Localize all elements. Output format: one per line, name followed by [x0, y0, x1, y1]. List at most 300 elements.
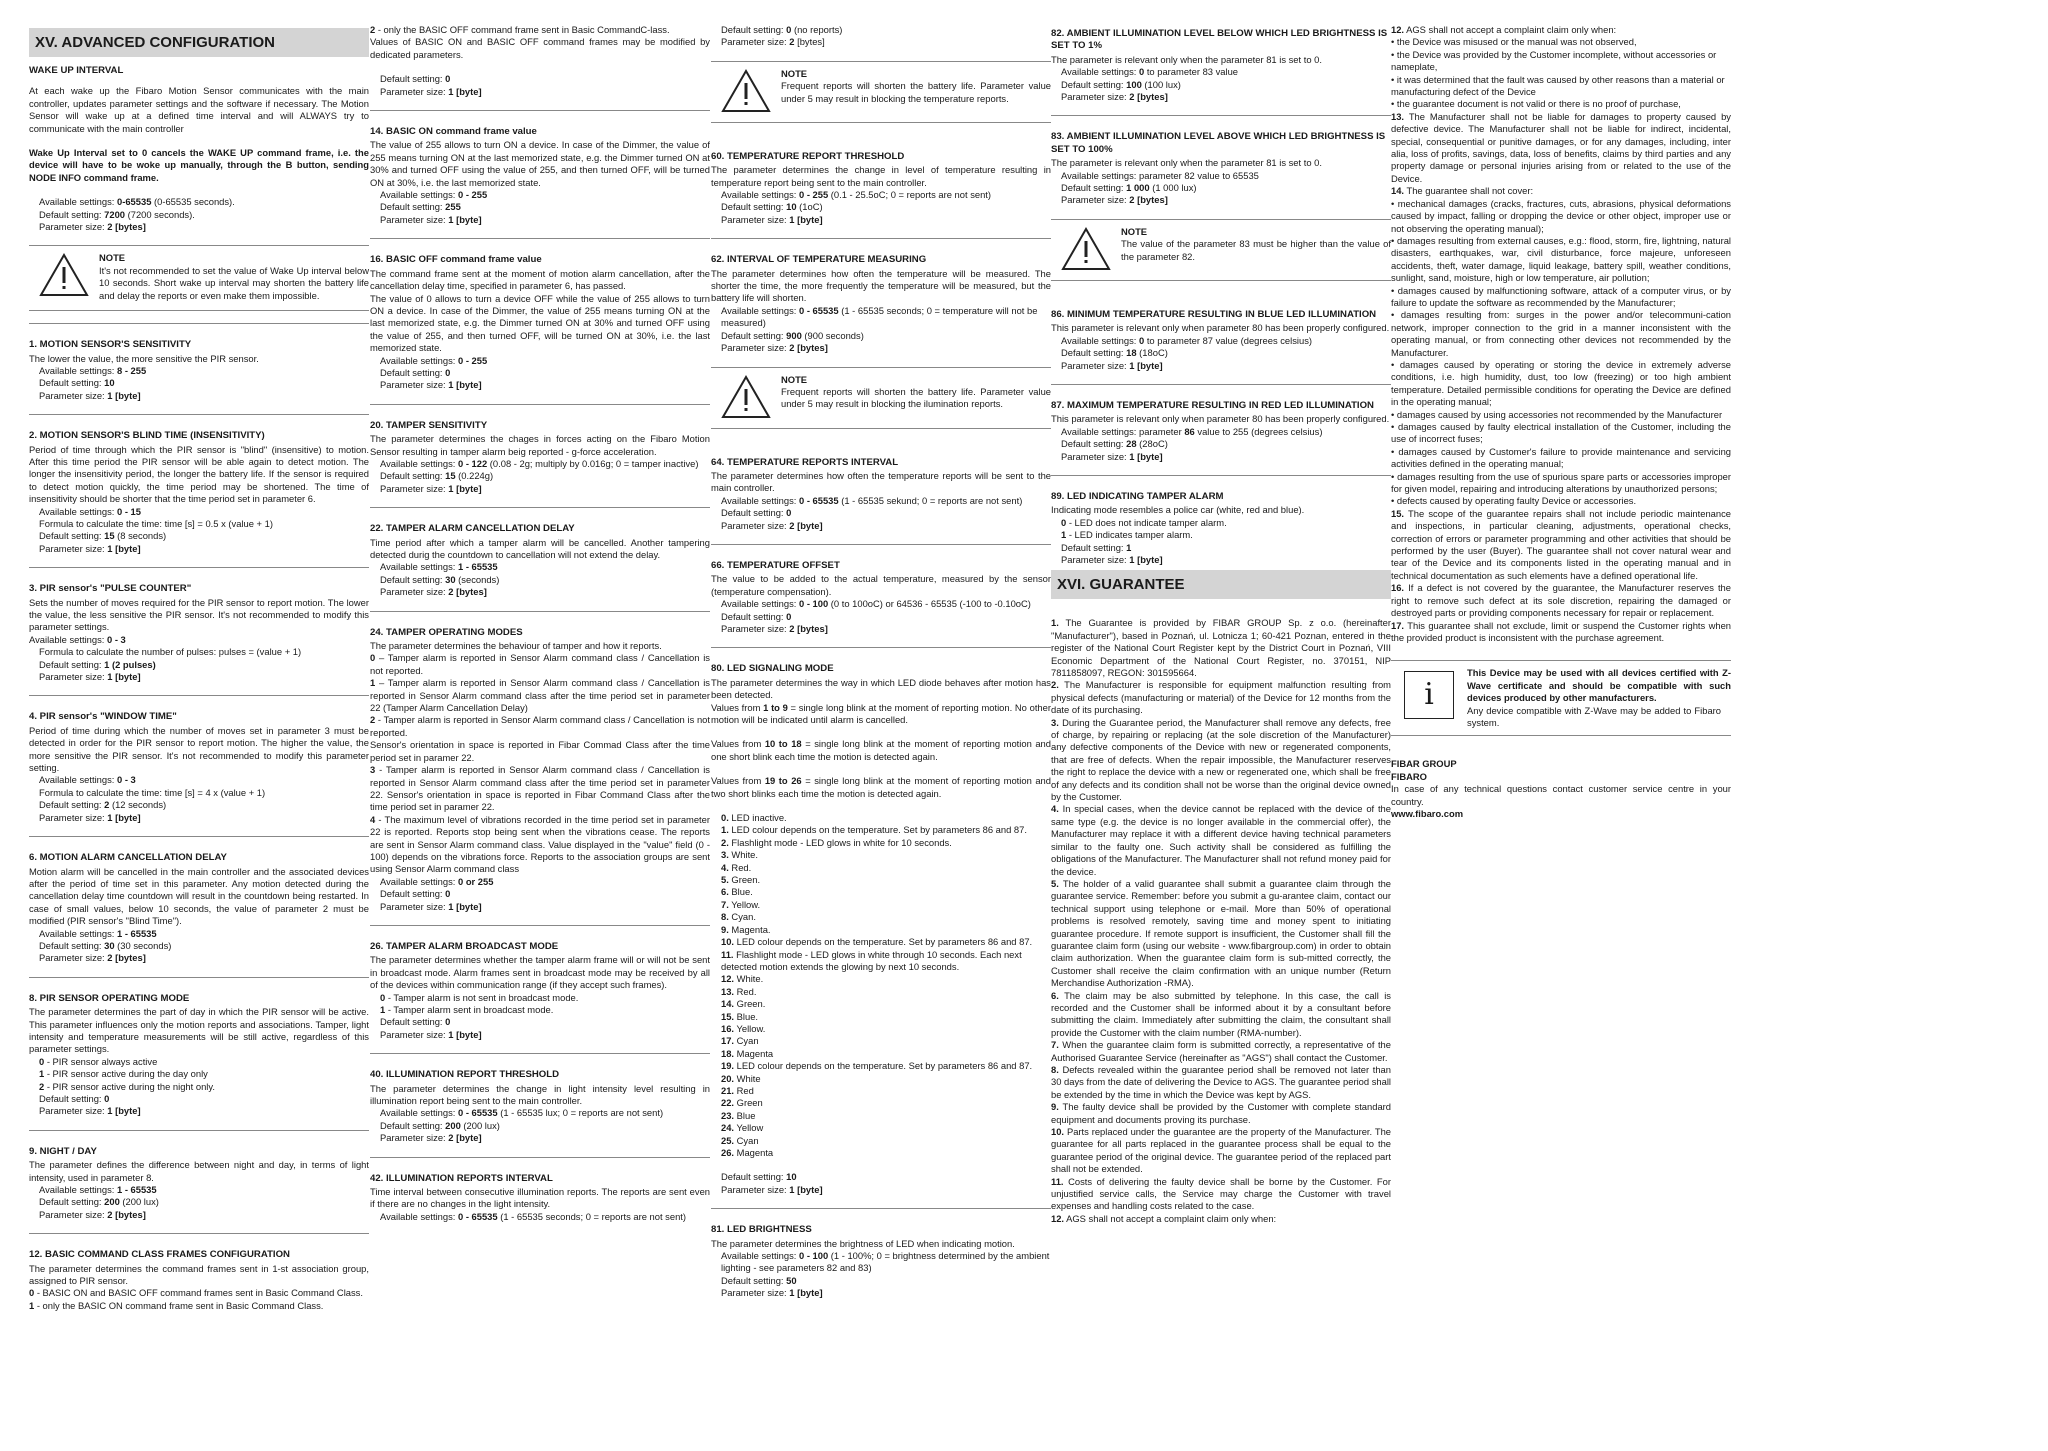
text-rest: Yellow.	[734, 1022, 766, 1034]
value: 7.	[721, 898, 729, 910]
text: Default setting:	[39, 1196, 105, 1208]
parameter-line	[29, 506, 369, 518]
parameter-line	[370, 1132, 710, 1144]
parameter-line	[370, 652, 710, 677]
column-1	[29, 24, 369, 1312]
parameter-line	[711, 189, 1051, 201]
parameter-line	[711, 702, 1051, 727]
value: 10	[104, 377, 115, 389]
text-rest: The Guarantee is provided by FIBAR GROUP Sp. z o.o. (hereinafter "Manufacturer"), based in Poznań, ul. Lotnicza 1; 60-421 Poznan, entered in the register of the National Court Register kept by the District Court in Poznań, VIII Economic Department of the National Court Register, no. 370151, NIP 7811858097, REGON: 301595664.	[1051, 617, 1391, 678]
value: 0 - 100	[799, 1250, 829, 1262]
text: The parameter defines the difference between night and day, in terms of light intensity, used in parameter 8.	[29, 1159, 369, 1183]
parameter-line	[711, 849, 1051, 861]
value: 2	[104, 799, 110, 811]
text: Default setting:	[380, 888, 446, 900]
parameter-line	[711, 936, 1051, 948]
text: Values from	[711, 701, 764, 713]
text: Parameter size:	[380, 586, 449, 598]
value: 0	[370, 652, 376, 664]
value: 0 - 65535	[799, 494, 839, 506]
parameter-title: 62. INTERVAL OF TEMPERATURE MEASURING	[711, 254, 927, 266]
text: Default setting:	[380, 1016, 446, 1028]
parameter-line	[29, 1068, 369, 1080]
parameter-line	[711, 1147, 1051, 1159]
parameter-line	[1051, 542, 1391, 554]
text: Parameter size:	[380, 482, 449, 494]
parameter-section	[370, 1157, 710, 1224]
text: Default setting:	[380, 201, 446, 213]
value: 1 [byte]	[107, 811, 141, 823]
value: 0 - 65535	[799, 304, 839, 316]
value: 1	[370, 677, 376, 689]
text: Parameter size:	[39, 952, 108, 964]
text: • damages caused by faulty electrical installation of the Customer, including the use of incorrect fuses;	[1391, 421, 1731, 445]
text: This parameter is relevant only when parameter 80 has been properly configured.	[1051, 322, 1390, 334]
parameter-section	[29, 323, 369, 402]
text: Parameter size:	[721, 519, 790, 531]
value: 14.	[721, 998, 735, 1010]
text-rest: When the guarantee claim form is submitted correctly, a representative of the Authorised Guarantee Service (hereinafter as "AGS") shall contact the Customer.	[1051, 1039, 1391, 1063]
value: 2 [bytes]	[789, 622, 828, 634]
text-rest: Red.	[728, 861, 752, 873]
parameter-title: 3. PIR sensor's "PULSE COUNTER"	[29, 583, 192, 595]
text-rest: The guarantee shall not cover:	[1404, 185, 1534, 197]
text: Parameter size:	[721, 342, 790, 354]
parameter-line	[711, 520, 1051, 532]
text: • the Device was misused or the manual was not observed,	[1391, 36, 1637, 48]
parameter-line	[711, 973, 1051, 985]
paragraph	[1051, 990, 1391, 1040]
text: Values from	[711, 738, 765, 750]
value: 1 to 9	[763, 701, 788, 713]
text-rest: to parameter 87 value (degrees celsius)	[1144, 334, 1313, 346]
text: Parameter size:	[1061, 450, 1130, 462]
parameter-section	[1051, 24, 1391, 103]
parameter-line	[370, 764, 710, 814]
text-rest: - Tamper alarm sent in broadcast mode.	[385, 1004, 554, 1015]
parameter-title: 8. PIR SENSOR OPERATING MODE	[29, 992, 190, 1004]
value: 2.	[721, 836, 729, 848]
text-rest: Magenta	[734, 1047, 774, 1059]
value: 1 [byte]	[448, 1028, 482, 1040]
parameter-line	[29, 799, 369, 811]
parameter-line	[711, 1287, 1051, 1299]
text: Available settings:	[721, 189, 799, 201]
parameter-line	[29, 634, 369, 646]
text: Formula to calculate the time: time [s] = 4 x (value + 1)	[39, 786, 266, 798]
parameter-line	[711, 1035, 1051, 1047]
text-rest: - PIR sensor active during the night only.	[44, 1080, 215, 1092]
text-rest: The claim may be also submitted by telephone. In this case, the call is recorded and the Customer shall be informed about it by a consultant before submitting the claim. Immediately after submitting the claim, the consultant shall provide the Customer with the claim number (RMA-number).	[1051, 989, 1391, 1038]
parameter-line	[1051, 194, 1391, 206]
info-bold: This Device may be used with all devices certified with Z-Wave certificate and should be compatible with such devices produced by other manufacturers.	[1467, 667, 1731, 704]
paragraph	[1391, 359, 1731, 409]
column-4	[1051, 24, 1391, 1225]
text-rest: Blue.	[734, 1010, 759, 1022]
text-rest: LED colour depends on the temperature. Set by parameters 86 and 87.	[728, 824, 1027, 836]
spacer	[1051, 605, 1391, 617]
text: Default setting:	[1061, 347, 1127, 359]
text: Parameter size:	[380, 900, 449, 912]
parameter-line	[29, 518, 369, 530]
parameter-line	[370, 561, 710, 573]
paragraph	[1391, 495, 1731, 507]
parameter-line	[29, 812, 369, 824]
text: nameplate,	[1391, 61, 1438, 73]
text: Available settings:	[39, 927, 117, 939]
text: Default setting:	[721, 1171, 787, 1183]
text: The parameter is relevant only when the parameter 81 is set to 0.	[1051, 53, 1322, 65]
note-body	[1121, 226, 1391, 272]
value: 18	[1126, 347, 1137, 359]
text: Default setting:	[39, 377, 105, 389]
paragraph	[1391, 24, 1731, 36]
spacer	[29, 135, 369, 147]
value: 200	[445, 1119, 461, 1131]
spacer	[711, 726, 1051, 738]
note-icon-wrap	[711, 374, 781, 420]
parameter-line	[1051, 413, 1391, 425]
value: 10	[786, 201, 797, 213]
value: 1 [byte]	[107, 542, 141, 554]
text: Parameter size:	[39, 221, 108, 233]
spacer	[370, 61, 710, 73]
text: Available settings:	[29, 633, 107, 645]
text: Available settings:	[721, 304, 799, 316]
parameter-line	[1051, 504, 1391, 516]
text: Default setting:	[39, 799, 105, 811]
text: Available settings:	[1061, 66, 1139, 78]
text-rest: – Tamper alarm is reported in Sensor Alarm command class / Cancellation is not reported.	[370, 652, 710, 676]
warning-icon	[38, 252, 90, 298]
parameter-section	[1051, 293, 1391, 372]
warning-icon	[720, 68, 772, 114]
parameter-line	[1051, 335, 1391, 347]
parameter-line	[370, 139, 710, 189]
paragraph	[1391, 309, 1731, 359]
text: Indicating mode resembles a police car (white, red and blue).	[1051, 504, 1305, 516]
parameter-line	[370, 1211, 710, 1223]
value: 1	[380, 1004, 386, 1015]
text: The value to be added to the actual temperature, measured by the sensor (temperature compensation).	[711, 573, 1051, 597]
text-rest: Yellow.	[728, 898, 761, 910]
text-rest: (28oC)	[1136, 438, 1168, 450]
value: 9.	[1051, 1101, 1059, 1113]
info-icon: i	[1404, 671, 1454, 719]
value: 15	[445, 470, 456, 482]
value: 4	[370, 813, 376, 825]
parameter-section	[711, 135, 1051, 226]
parameter-line	[711, 924, 1051, 936]
parameter-line	[711, 598, 1051, 610]
parameter-line	[370, 355, 710, 367]
value: 19.	[721, 1060, 735, 1072]
parameter-line	[711, 1250, 1051, 1275]
value: 1 [byte]	[107, 389, 141, 401]
value: 1 - 65535	[458, 561, 498, 573]
parameter-line	[370, 483, 710, 495]
text-rest: White	[734, 1072, 761, 1084]
value: 1 [byte]	[107, 671, 141, 683]
text: • mechanical damages (cracks, fractures, cuts, abrasions, physical deformations caused by impact, falling or dropping the device or other object, improper use or not observing the operating manual);	[1391, 197, 1731, 234]
paragraph	[1051, 1213, 1391, 1225]
note-title: NOTE	[99, 252, 126, 264]
parameter-section	[29, 567, 369, 683]
value: 2	[789, 36, 795, 48]
paragraph	[1391, 36, 1731, 48]
parameter-line	[711, 775, 1051, 800]
parameter-line	[29, 365, 369, 377]
parameter-line	[1051, 438, 1391, 450]
parameter-title: 16. BASIC OFF command frame value	[370, 254, 542, 266]
text-rest: (7200 seconds).	[125, 208, 195, 220]
paragraph	[1391, 783, 1731, 808]
parameter-line	[711, 214, 1051, 226]
text: • defects caused by operating faulty Device or accessories.	[1391, 495, 1637, 507]
text: Formula to calculate the time: time [s] = 0.5 x (value + 1)	[39, 517, 273, 529]
parameter-line	[370, 739, 710, 764]
value: 200	[104, 1196, 120, 1208]
text: Sets the number of moves required for the PIR sensor to report motion. The lower the value, the less sensitive the PIR sensor. It's not recommended to modify this parameter settings.	[29, 596, 369, 633]
text: The parameter determines whether the tamper alarm frame will or will not be sent in broadcast mode. Alarm frames sent in broadcast mode may be received by all of the devices within communication range (if they accept such frames).	[370, 954, 710, 991]
value: 13.	[1391, 110, 1405, 122]
text-rest: (0.1 - 25.5oC; 0 = reports are not sent)	[828, 189, 992, 201]
note-text: It's not recommended to set the value of Wake Up interval below 10 seconds. Short wake up interval may shorten the battery life and delay the reports or even make them impossible.	[99, 264, 369, 301]
text-rest: (18oC)	[1136, 347, 1168, 359]
parameter-title: 4. PIR sensor's "WINDOW TIME"	[29, 711, 177, 723]
value: 19 to 26	[764, 775, 802, 787]
parameter-section	[370, 611, 710, 913]
text: Available settings:	[380, 189, 458, 201]
text-rest: This guarantee shall not exclude, limit or suspend the Customer rights when the provided product is inconsistent with the purchase agreement.	[1391, 619, 1731, 643]
parameter-line	[1051, 347, 1391, 359]
parameter-line	[370, 1016, 710, 1028]
value: 2 [byte]	[789, 519, 823, 531]
parameter-line	[370, 1107, 710, 1119]
text-rest: LED colour depends on the temperature. Set by parameters 86 and 87.	[734, 1060, 1033, 1072]
value: 1 - 65535	[117, 927, 157, 939]
parameter-line	[29, 866, 369, 928]
value: 10.	[721, 936, 735, 948]
parameter-line	[1051, 66, 1391, 78]
paragraph	[1391, 471, 1731, 496]
parameter-line	[370, 367, 710, 379]
text: In case of any technical questions contact customer service centre in your country.	[1391, 783, 1731, 807]
value: 8 - 255	[117, 364, 147, 376]
parameter-title: 80. LED SIGNALING MODE	[711, 663, 834, 675]
text-rest: Magenta.	[728, 923, 771, 935]
column-5	[1391, 24, 1731, 820]
paragraph: www.fibaro.com	[1391, 807, 1464, 819]
parameter-line	[370, 1083, 710, 1108]
parameter-line	[711, 837, 1051, 849]
parameter-line	[1051, 451, 1391, 463]
paragraph	[29, 209, 369, 221]
parameter-line	[711, 305, 1051, 330]
parameter-line	[370, 433, 710, 458]
info-icon-wrap	[1391, 667, 1467, 729]
text: • damages caused by using accessories not recommended by the Manufacturer	[1391, 408, 1723, 420]
value: 1 [byte]	[107, 1105, 141, 1117]
text-rest: (12 seconds)	[109, 799, 167, 811]
paragraph	[1051, 717, 1391, 804]
parameter-line	[711, 677, 1051, 702]
text-rest: – Tamper alarm is reported in Sensor Alarm command class / Cancellation is reported in Sensor Alarm command class after the time period set in parameter 22 (Tamper Alarm Cancellation Delay)	[370, 677, 710, 714]
parameter-line	[29, 774, 369, 786]
text-rest: (0 to 100oC) or 64536 - 65535 (-100 to -0.10oC)	[828, 598, 1031, 610]
text-rest: (30 seconds)	[114, 939, 172, 951]
parameter-line	[370, 876, 710, 888]
parameter-line	[711, 1171, 1051, 1183]
parameter-line	[370, 901, 710, 913]
parameter-title: 81. LED BRIGHTNESS	[711, 1224, 812, 1236]
value: 8.	[721, 911, 729, 923]
info-box	[1391, 660, 1731, 736]
text: • damages caused by malfunctioning software, attack of a computer virus, or by failure to update the software as recommended by the Manufacturer;	[1391, 284, 1731, 308]
spacer	[711, 763, 1051, 775]
text-rest: LED colour depends on the temperature. Set by parameters 86 and 87.	[734, 936, 1033, 948]
value: 0	[1139, 334, 1145, 346]
value: 0	[445, 73, 451, 85]
parameter-line	[370, 1186, 710, 1211]
parameter-line	[29, 444, 369, 506]
parameter-line	[29, 543, 369, 555]
paragraph	[1391, 446, 1731, 471]
text-rest: (1 000 lux)	[1149, 182, 1197, 194]
value: 15.	[721, 1010, 735, 1022]
value: 1 000	[1126, 182, 1150, 194]
parameter-title: 86. MINIMUM TEMPERATURE RESULTING IN BLUE LED ILLUMINATION	[1051, 308, 1377, 320]
value: 21.	[721, 1084, 735, 1096]
text: The command frame sent at the moment of motion alarm cancellation, after the cancellation delay time, specified in parameter 6, has passed.	[370, 267, 710, 292]
text: The parameter determines the part of day in which the PIR sensor will be active. This parameter influences only the motion reports and associations. Tamper, light intensity and temperature measurements will be still active, regardless of this parameter settings.	[29, 1006, 369, 1055]
note-body	[99, 252, 369, 302]
text: The parameter determines the behaviour of tamper and how it reports.	[370, 640, 662, 652]
parameter-line	[29, 928, 369, 940]
note-icon-wrap	[29, 252, 99, 302]
parameter-line	[29, 1300, 369, 1312]
value: 2.	[1051, 679, 1059, 691]
text: The parameter determines how often the temperature will be measured. The shorter the time, the more frequently the temperature will be measured, but the battery life will shorten.	[711, 267, 1051, 304]
parameter-line	[711, 1073, 1051, 1085]
value: 17.	[721, 1035, 735, 1047]
parameter-section	[370, 238, 710, 391]
parameter-line	[29, 952, 369, 964]
parameter-line	[370, 992, 710, 1004]
value: 100	[1126, 78, 1142, 90]
value: 0 - 3	[117, 774, 136, 786]
text: Parameter size:	[721, 1183, 790, 1195]
value: 12.	[1391, 24, 1405, 35]
parameter-line	[711, 986, 1051, 998]
parameter-line	[711, 874, 1051, 886]
value: 0 - 3	[107, 633, 126, 645]
value: 3	[370, 764, 376, 776]
parameter-title: 42. ILLUMINATION REPORTS INTERVAL	[370, 1172, 553, 1184]
text: manufacturing defect of the Device	[1391, 86, 1536, 98]
value: 1 [byte]	[448, 482, 482, 494]
parameter-title: 83. AMBIENT ILLUMINATION LEVEL ABOVE WHICH LED BRIGHTNESS IS SET TO 100%	[1051, 131, 1386, 155]
text: Default setting:	[39, 208, 105, 220]
text: Default setting:	[39, 1093, 105, 1104]
parameter-title: 12. BASIC COMMAND CLASS FRAMES CONFIGURATION	[29, 1249, 290, 1261]
text-rest: (900 seconds)	[801, 329, 864, 341]
value: 0 - 100	[799, 598, 829, 610]
text-rest: (1 - 65535 seconds; 0 = reports are not sent)	[497, 1210, 687, 1222]
parameter-line	[711, 470, 1051, 495]
value: 7.	[1051, 1039, 1059, 1051]
parameter-title: 66. TEMPERATURE OFFSET	[711, 559, 840, 571]
parameter-line	[711, 812, 1051, 824]
text: Period of time during which the number of moves set in parameter 3 must be detected in order for the PIR sensor to report motion. The higher the value, the more sensitive the PIR sensor. It's not recommended to modify this parameter setting.	[29, 724, 369, 774]
info-body	[1467, 667, 1731, 729]
value: 11.	[721, 948, 734, 960]
parameter-line	[370, 888, 710, 900]
value: 0 - 122	[458, 457, 488, 469]
value: 1 [byte]	[448, 379, 482, 391]
parameter-line	[711, 886, 1051, 898]
paragraph	[1391, 582, 1731, 619]
parameter-line	[29, 646, 369, 658]
parameter-line	[711, 623, 1051, 635]
text: The parameter determines how often the temperature reports will be sent to the main controller.	[711, 469, 1051, 494]
value: 0	[380, 991, 386, 1003]
parameter-line	[29, 940, 369, 952]
value: 0	[786, 24, 792, 35]
text-rest: to parameter 83 value	[1144, 66, 1239, 78]
text: Parameter size:	[1061, 553, 1130, 565]
text-rest: - PIR sensor always active	[44, 1055, 158, 1067]
value: 12.	[1051, 1212, 1065, 1224]
value: 0 - 65535	[458, 1107, 498, 1119]
paragraph	[29, 147, 369, 184]
text: • damages resulting from the use of spurious spare parts or accessories improper for given model, repairing and introducing alterations by unauthorized persons;	[1391, 470, 1731, 495]
text: Parameter size:	[39, 542, 108, 554]
text: Parameter size:	[721, 213, 790, 225]
parameter-title: 1. MOTION SENSOR'S SENSITIVITY	[29, 339, 192, 351]
text-rest: Costs of delivering the faulty device shall be borne by the Customer. For unjustified service calls, the Service may charge the Customer with travel expenses and handling costs related to the case.	[1051, 1175, 1391, 1212]
value: 24.	[721, 1122, 735, 1134]
value: 0	[1061, 516, 1067, 528]
parameter-line	[370, 537, 710, 562]
text-rest: - Tamper alarm is reported in Sensor Alarm command class / Cancellation is not reported.	[370, 714, 710, 738]
parameter-line	[711, 1060, 1051, 1072]
text: Available settings:	[380, 1107, 458, 1119]
text: Parameter size:	[1061, 91, 1130, 103]
parameter-line	[370, 1004, 710, 1016]
parameter-line	[1051, 554, 1391, 566]
text-rest: (1 - 100%; 0 = brightness determined by the ambient lighting - see parameters 82 and 83)	[721, 1250, 1050, 1274]
value: 25.	[721, 1134, 735, 1146]
value: 2 [bytes]	[107, 952, 146, 964]
text-rest: - The maximum level of vibrations recorded in the time period set in parameter 22 is reported. Reports stop being sent when the vibrations cease. The reports are sent in Sensor Alarm command class. Value displayed in the "value" field (0 - 100) depends on the vibrations force. Reports to the association groups are sent using Sensor Alarm command class	[370, 813, 710, 875]
warning-icon	[1060, 226, 1112, 272]
text-rest: Green.	[728, 874, 761, 886]
parameter-title: 9. NIGHT / DAY	[29, 1145, 97, 1157]
text-rest: - only the BASIC ON command frame sent in Basic Command Class.	[34, 1299, 324, 1311]
text-rest: Cyan.	[728, 911, 756, 923]
text: Parameter size:	[721, 1287, 790, 1299]
value: 6.	[721, 886, 729, 898]
parameter-line	[29, 1159, 369, 1184]
paragraph: FIBAR GROUP	[1391, 758, 1457, 770]
text: Default setting:	[380, 573, 446, 585]
parameter-line	[711, 342, 1051, 354]
parameter-line	[1051, 529, 1391, 541]
parameter-title: 82. AMBIENT ILLUMINATION LEVEL BELOW WHICH LED BRIGHTNESS IS SET TO 1%	[1051, 28, 1388, 52]
parameter-line	[1051, 517, 1391, 529]
parameter-line	[29, 1081, 369, 1093]
